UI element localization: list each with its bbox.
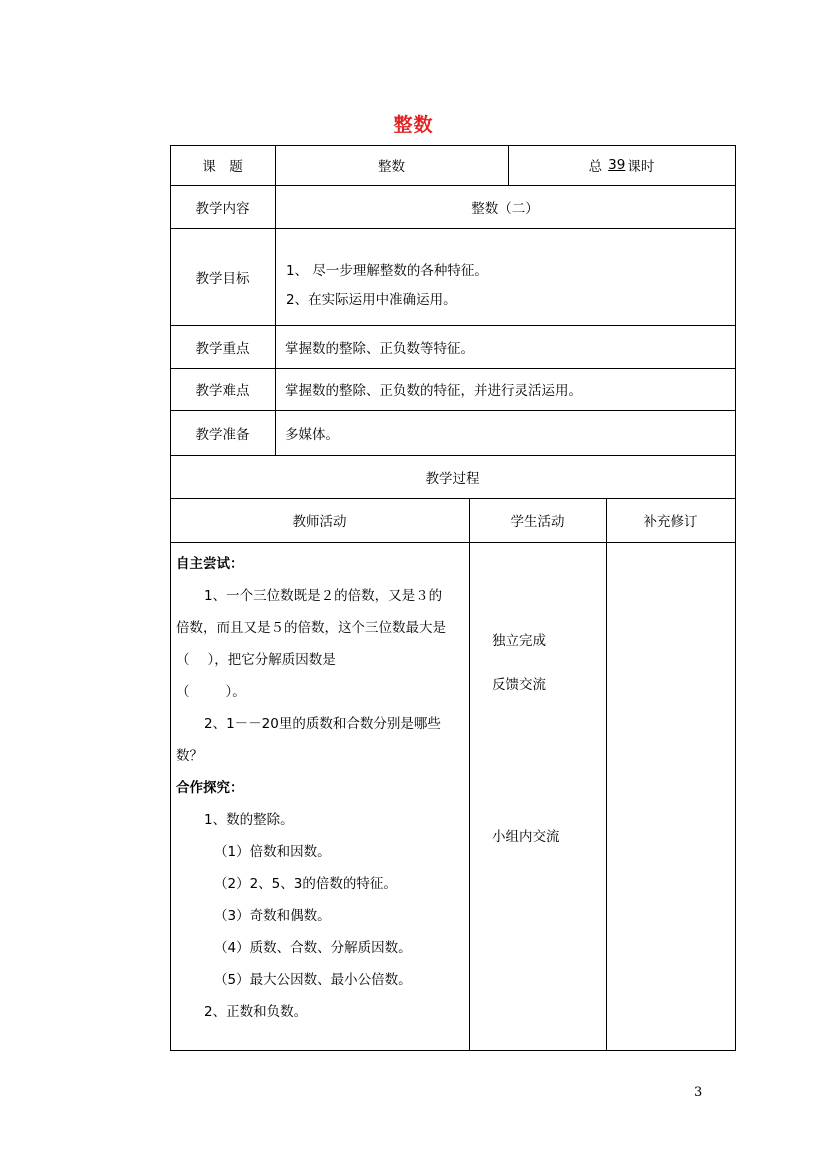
coop-subitem: （3）奇数和偶数。 [214,908,331,924]
page-number: 3 [694,1085,703,1100]
student-activity-item: 独立完成 [492,633,546,649]
coop-title: 合作探究： [176,780,244,796]
key-points-value: 掌握数的整除、正负数等特征。 [285,340,474,357]
self-try-title: 自主尝试： [176,556,244,572]
coop-subitem: （1）倍数和因数。 [214,844,331,860]
coop-item: 1、数的整除。 [204,812,294,828]
q1-open-paren: （ [176,684,190,700]
q1-rest: ）。 [225,684,246,700]
q1-line: 倍数，而且又是５的倍数，这个三位数最大是 [176,620,446,636]
teacher-activity-cell [170,542,469,1050]
q1-rest: ），把它分解质因数是 [207,652,336,668]
q1-line: 1、一个三位数既是２的倍数，又是３的 [204,588,443,604]
topic-value: 整数 [378,159,405,175]
q2-line: 数？ [176,748,203,764]
q1-open-paren: （ [176,652,190,668]
q1-line [176,676,464,708]
preparation-label: 教学准备 [195,426,250,443]
q2-line: 2、1－－20里的质数和合数分别是哪些 [204,716,441,732]
coop-item: 2、正数和负数。 [204,1004,308,1020]
goals-label: 教学目标 [195,270,250,287]
lesson-plan-table [170,145,736,1051]
revision-header: 补充修订 [643,514,698,530]
student-activity-item: 小组内交流 [492,829,560,845]
total-number: 39 [608,157,626,173]
student-activity-item: 反馈交流 [492,677,546,693]
q1-line [176,644,464,676]
key-points-label: 教学重点 [195,340,250,357]
goal-item: 2、在实际运用中准确运用。 [286,292,457,308]
difficulties-label: 教学难点 [195,383,250,399]
goal-item: 1、 尽一步理解整数的各种特征。 [286,263,488,279]
teacher-activity-header: 教师活动 [292,514,347,530]
content-value: 整数（二） [471,200,539,217]
student-activity-header: 学生活动 [510,514,565,530]
topic-label: 课 题 [202,159,243,175]
difficulties-value: 掌握数的整除、正负数的特征，并进行灵活运用。 [285,383,582,399]
content-label: 教学内容 [195,200,250,217]
revision-cell [606,542,735,1050]
document-title: 整数 [393,114,434,136]
total-prefix: 总 [588,159,603,175]
coop-subitem: （5）最大公因数、最小公倍数。 [214,972,412,988]
process-heading: 教学过程 [425,470,480,487]
coop-subitem: （4）质数、合数、分解质因数。 [214,940,412,956]
coop-subitem: （2）2、5、3的倍数的特征。 [214,876,397,892]
goals-list [286,257,488,315]
total-lessons [508,145,735,185]
total-suffix: 课时 [627,159,655,175]
preparation-value: 多媒体。 [285,426,339,443]
